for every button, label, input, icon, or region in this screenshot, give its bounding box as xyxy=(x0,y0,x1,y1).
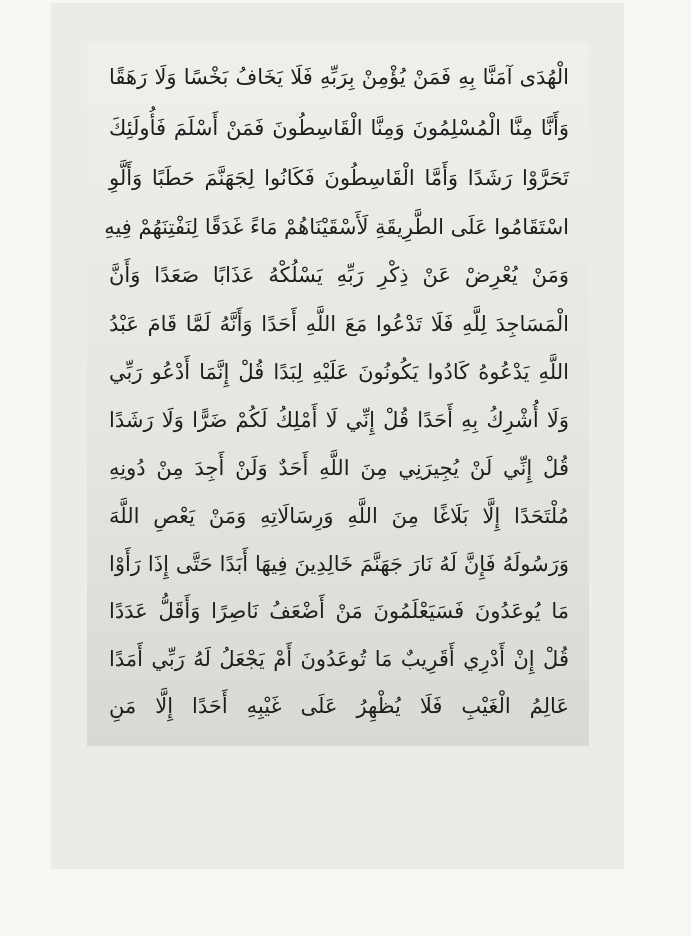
verse-line-14: عَالِمُ الْغَيْبِ فَلَا يُظْهِرُ عَلَى غَيْبِهِ أَحَدًا إِلَّا مَنِ xyxy=(109,694,569,718)
verse-line-8: وَلَا أُشْرِكُ بِهِ أَحَدًا قُلْ إِنِّي لَا أَمْلِكُ لَكُمْ ضَرًّا وَلَا رَشَدًا xyxy=(109,408,569,432)
verse-line-3: تَحَرَّوْا رَشَدًا وَأَمَّا الْقَاسِطُونَ فَكَانُوا لِجَهَنَّمَ حَطَبًا وَأَلَّوِ xyxy=(109,166,569,190)
verse-line-12: مَا يُوعَدُونَ فَسَيَعْلَمُونَ مَنْ أَضْعَفُ نَاصِرًا وَأَقَلُّ عَدَدًا xyxy=(109,599,569,623)
verse-line-10: مُلْتَحَدًا إِلَّا بَلَاغًا مِنَ اللَّهِ وَرِسَالَاتِهِ وَمَنْ يَعْصِ اللَّهَ xyxy=(109,504,569,528)
verse-lines xyxy=(87,43,589,746)
verse-line-4: اسْتَقَامُوا عَلَى الطَّرِيقَةِ لَأَسْقَيْنَاهُمْ مَاءً غَدَقًا لِنَفْتِنَهُمْ فِيهِ xyxy=(104,215,569,239)
quran-text-panel xyxy=(87,43,589,746)
verse-line-11: وَرَسُولَهُ فَإِنَّ لَهُ نَارَ جَهَنَّمَ خَالِدِينَ فِيهَا أَبَدًا حَتَّى إِذَا رَأَوْا xyxy=(109,552,569,576)
page-card xyxy=(51,3,624,869)
verse-line-9: قُلْ إِنِّي لَنْ يُجِيرَنِي مِنَ اللَّهِ أَحَدٌ وَلَنْ أَجِدَ مِنْ دُونِهِ xyxy=(109,456,569,480)
verse-line-13: قُلْ إِنْ أَدْرِي أَقَرِيبٌ مَا تُوعَدُونَ أَمْ يَجْعَلُ لَهُ رَبِّي أَمَدًا xyxy=(109,647,569,671)
verse-line-2: وَأَنَّا مِنَّا الْمُسْلِمُونَ وَمِنَّا الْقَاسِطُونَ فَمَنْ أَسْلَمَ فَأُولَئِكَ xyxy=(109,116,569,140)
verse-line-7: اللَّهِ يَدْعُوهُ كَادُوا يَكُونُونَ عَلَيْهِ لِبَدًا قُلْ إِنَّمَا أَدْعُو رَبِّي xyxy=(109,360,569,384)
verse-line-6: الْمَسَاجِدَ لِلَّهِ فَلَا تَدْعُوا مَعَ اللَّهِ أَحَدًا وَأَنَّهُ لَمَّا قَامَ عَبْدُ xyxy=(109,312,569,336)
verse-line-5: وَمَنْ يُعْرِضْ عَنْ ذِكْرِ رَبِّهِ يَسْلُكْهُ عَذَابًا صَعَدًا وَأَنَّ xyxy=(109,263,569,287)
verse-line-1: الْهُدَى آمَنَّا بِهِ فَمَنْ يُؤْمِنْ بِرَبِّهِ فَلَا يَخَافُ بَخْسًا وَلَا رَهَقًا xyxy=(109,65,569,89)
